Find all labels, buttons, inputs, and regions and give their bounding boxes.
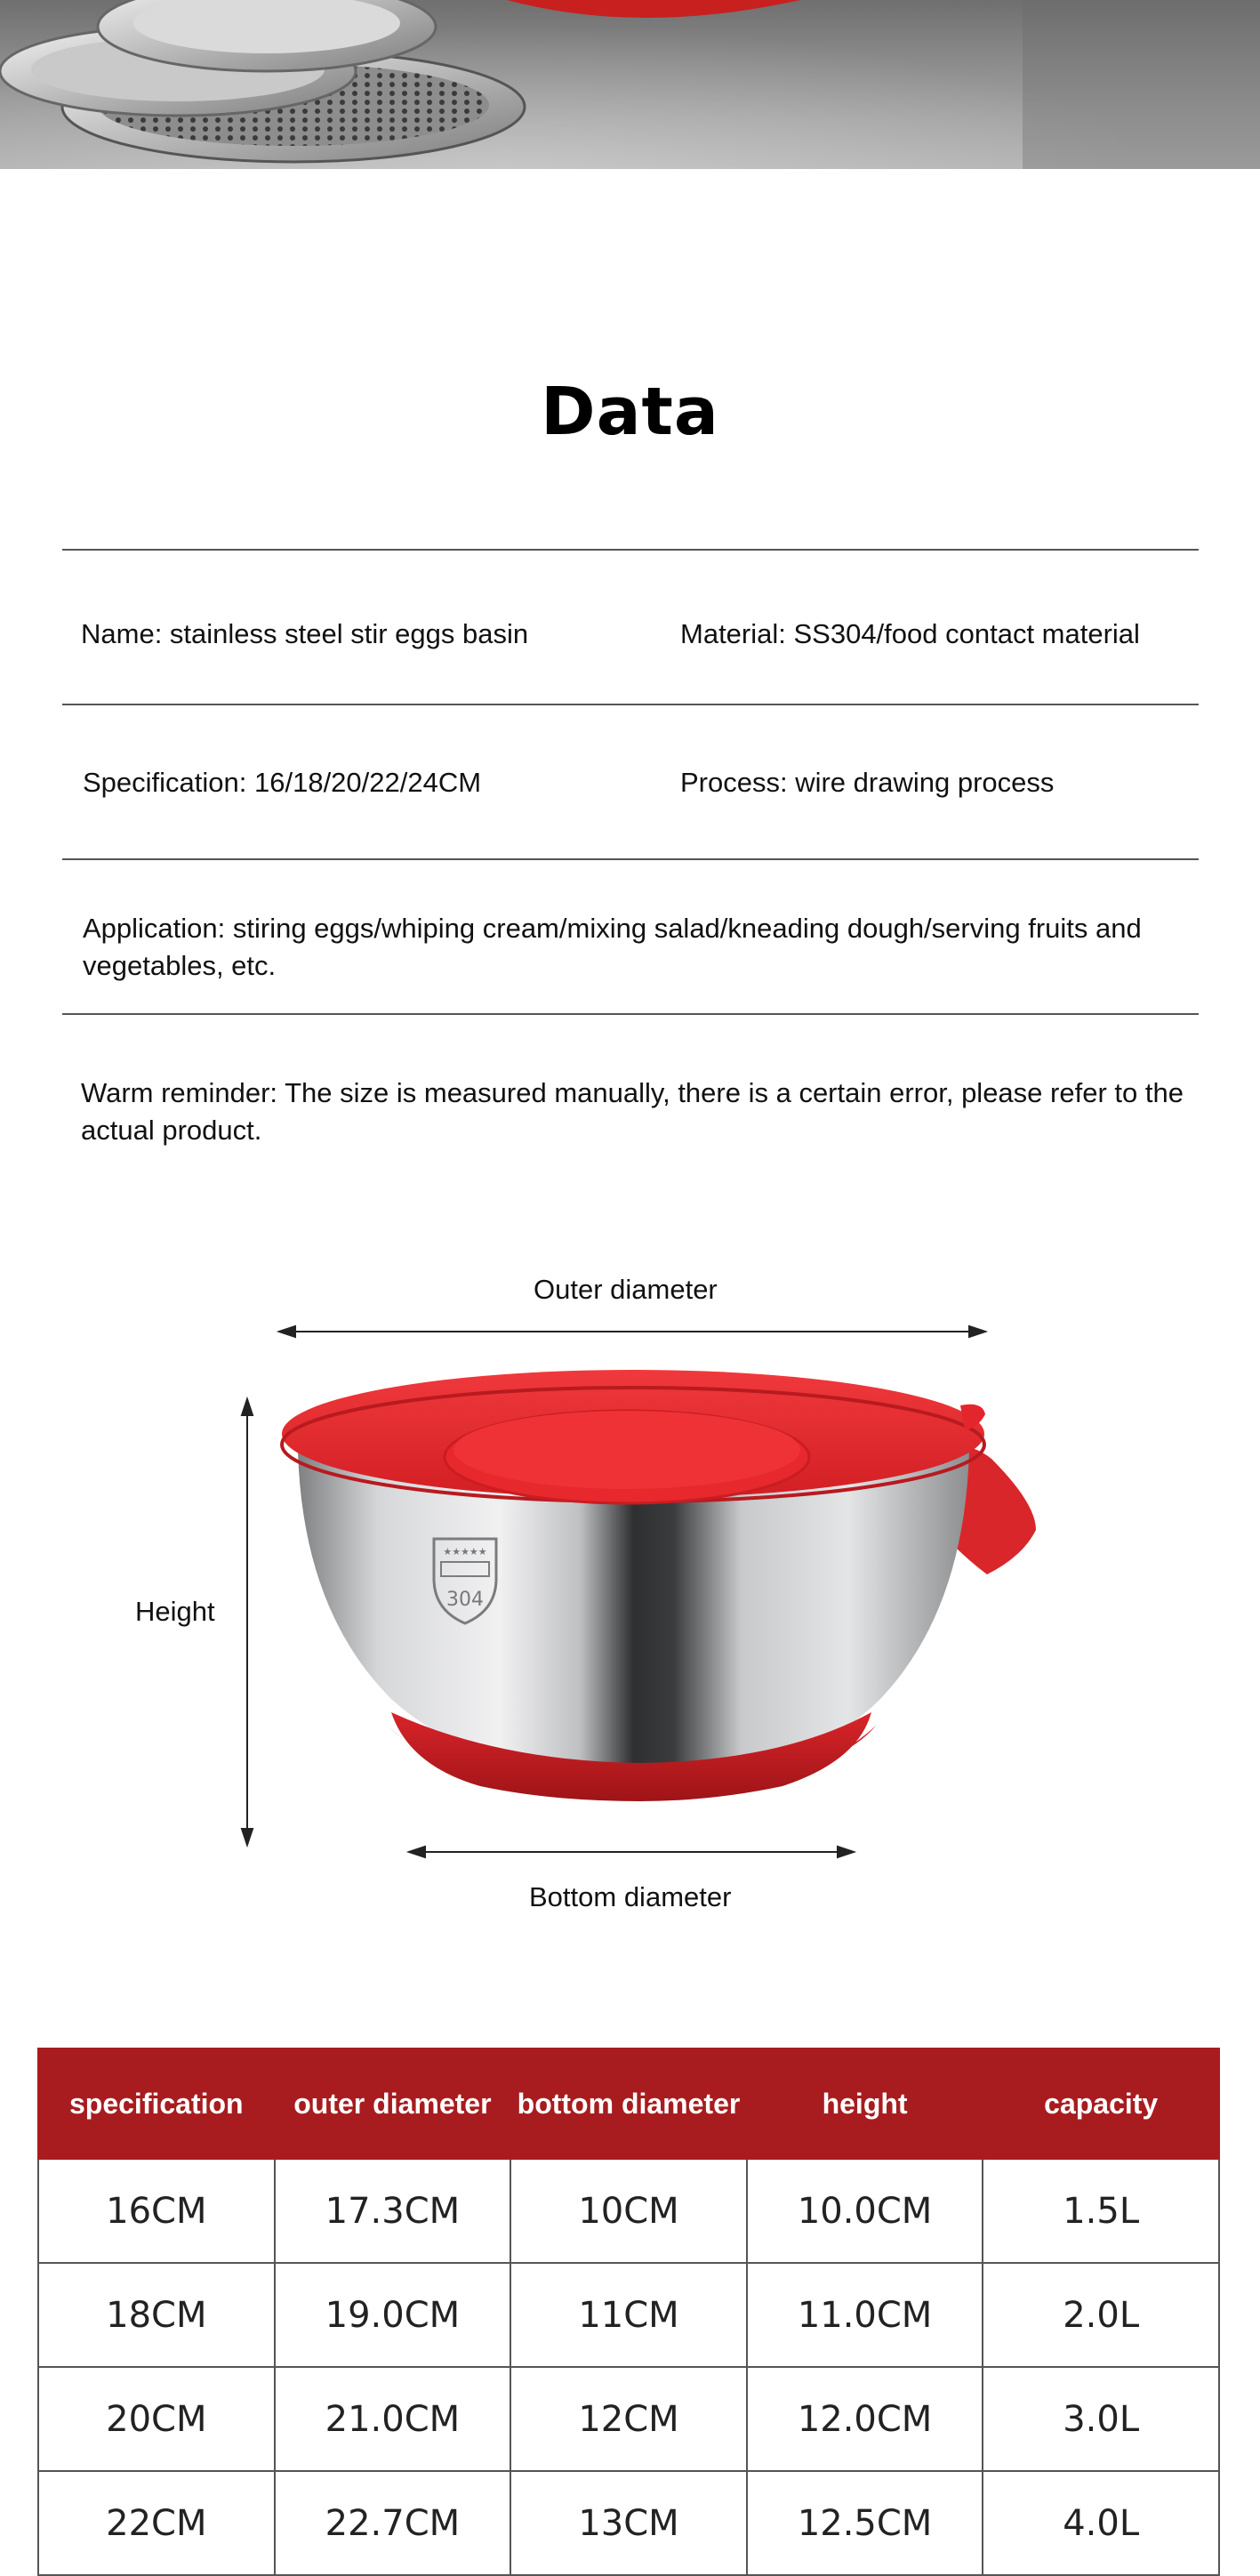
bowl-illustration — [0, 1228, 1260, 1939]
outer-diameter-arrow — [279, 1326, 985, 1337]
spec-specification: Specification: 16/18/20/22/24CM — [83, 767, 482, 798]
spec-application: Application: stiring eggs/whiping cream/mixing salad/kneading dough/serving fruits and vegetables, etc. — [83, 913, 1142, 981]
cell-specification: 16CM — [38, 2159, 275, 2263]
spec-name: Name: stainless steel stir eggs basin — [81, 618, 529, 649]
cell-outer-diameter: 22.7CM — [275, 2471, 511, 2575]
spec-material: Material: SS304/food contact material — [680, 618, 1140, 649]
warm-reminder: Warm reminder: The size is measured manually, there is a certain error, please refer to the actual product. — [81, 1077, 1184, 1146]
header-bottom-diameter: bottom diameter — [510, 2049, 747, 2159]
bottom-diameter-arrow — [409, 1847, 854, 1857]
header-outer-diameter: outer diameter — [275, 2049, 511, 2159]
spec-process: Process: wire drawing process — [680, 767, 1055, 798]
table-row — [38, 2367, 1219, 2471]
size-table — [37, 2048, 1220, 2576]
steamer-trays-image — [0, 0, 1260, 169]
cell-specification: 22CM — [38, 2471, 275, 2575]
cell-outer-diameter: 17.3CM — [275, 2159, 511, 2263]
cell-specification: 20CM — [38, 2367, 275, 2471]
svg-text:★★★★★: ★★★★★ — [443, 1546, 487, 1558]
badge-text: 304 — [446, 1589, 484, 1611]
cell-height: 11.0CM — [747, 2263, 983, 2367]
cell-capacity: 1.5L — [983, 2159, 1219, 2263]
product-photo-banner — [0, 0, 1260, 169]
cell-height: 12.0CM — [747, 2367, 983, 2471]
page-title: Data — [541, 374, 719, 450]
height-label: Height — [135, 1596, 215, 1627]
table-row — [38, 2471, 1219, 2575]
divider — [62, 704, 1199, 705]
cell-height: 10.0CM — [747, 2159, 983, 2263]
header-specification: specification — [38, 2049, 275, 2159]
outer-diameter-label: Outer diameter — [534, 1274, 718, 1305]
divider — [62, 549, 1199, 551]
table-row — [38, 2263, 1219, 2367]
cell-capacity: 4.0L — [983, 2471, 1219, 2575]
table-row — [38, 2159, 1219, 2263]
table-header-row — [38, 2049, 1219, 2159]
cell-specification: 18CM — [38, 2263, 275, 2367]
cell-outer-diameter: 19.0CM — [275, 2263, 511, 2367]
header-height: height — [747, 2049, 983, 2159]
cell-bottom-diameter: 11CM — [510, 2263, 747, 2367]
divider — [62, 1013, 1199, 1015]
cell-height: 12.5CM — [747, 2471, 983, 2575]
cell-bottom-diameter: 13CM — [510, 2471, 747, 2575]
bottom-diameter-label: Bottom diameter — [529, 1881, 732, 1912]
cell-capacity: 2.0L — [983, 2263, 1219, 2367]
header-capacity: capacity — [983, 2049, 1219, 2159]
divider — [62, 858, 1199, 860]
cell-bottom-diameter: 12CM — [510, 2367, 747, 2471]
cell-bottom-diameter: 10CM — [510, 2159, 747, 2263]
height-arrow — [242, 1399, 253, 1845]
dimension-diagram — [0, 1228, 1260, 1939]
cell-outer-diameter: 21.0CM — [275, 2367, 511, 2471]
cell-capacity: 3.0L — [983, 2367, 1219, 2471]
